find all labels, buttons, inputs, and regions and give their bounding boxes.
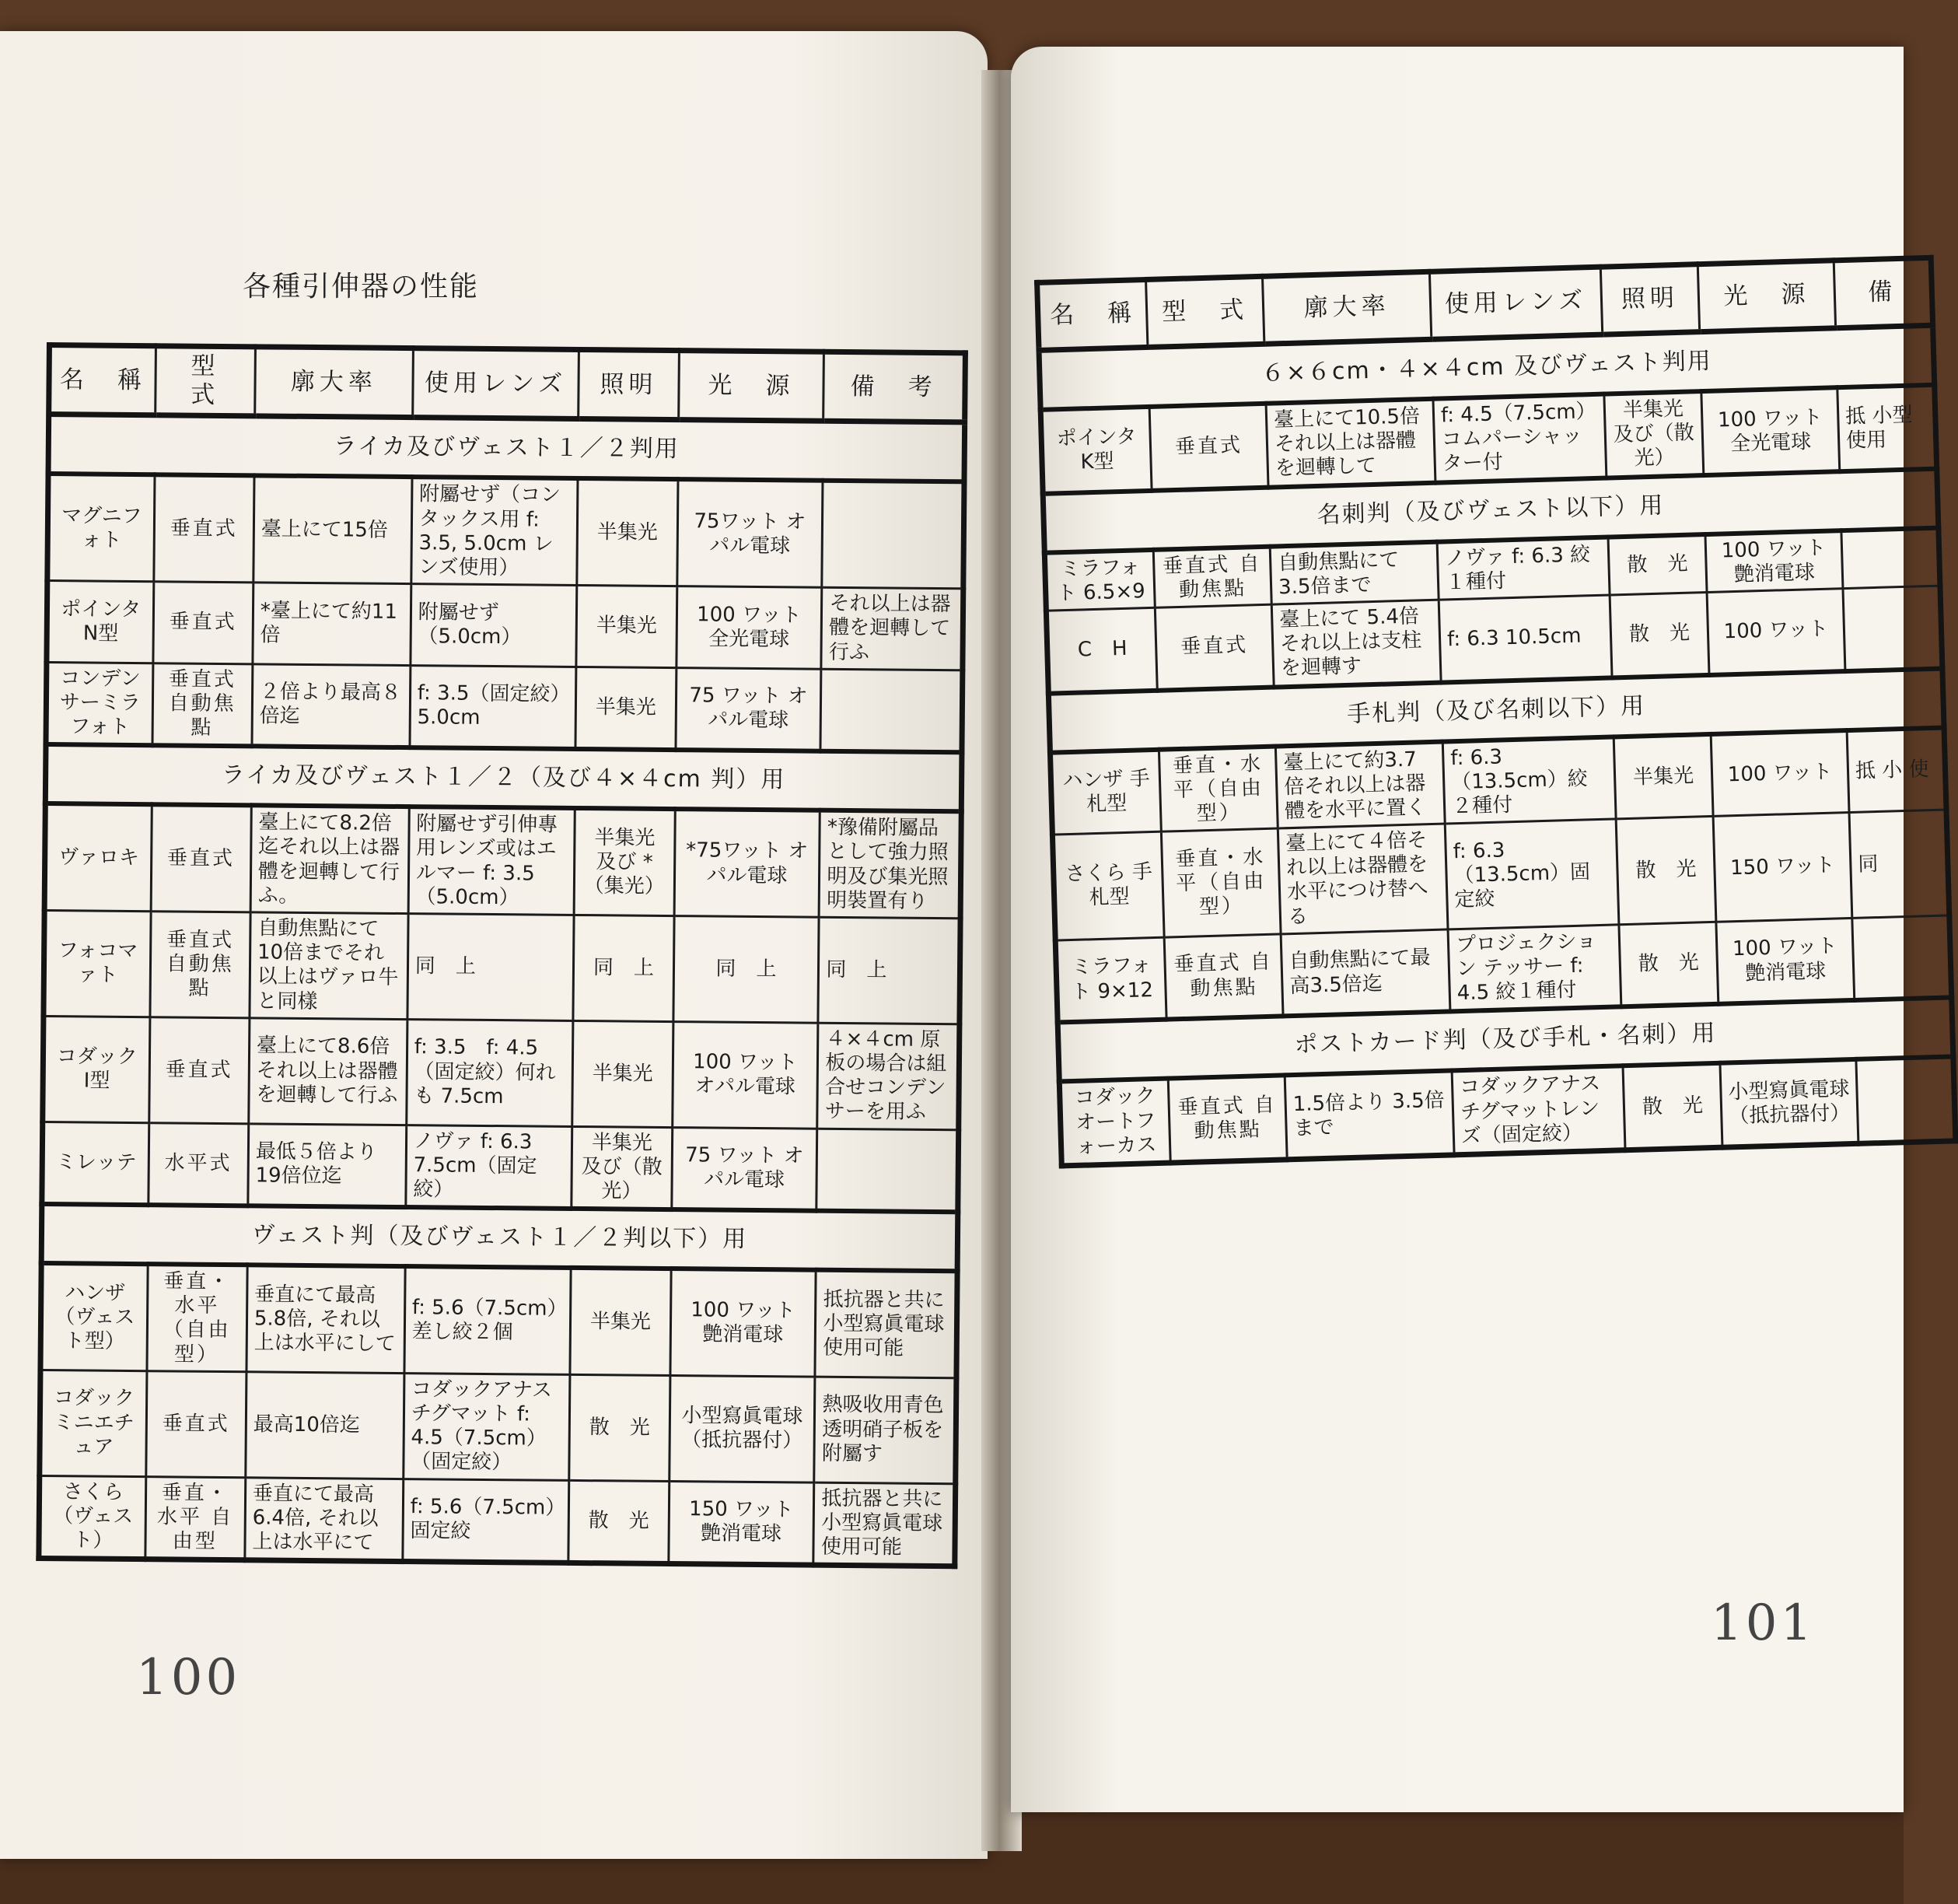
table-cell: 100 ワット 全光電球 bbox=[1701, 387, 1840, 474]
table-cell: 半集光 bbox=[575, 667, 676, 750]
table-cell: コダック ミニエチュア bbox=[40, 1370, 147, 1476]
table-row bbox=[39, 1475, 956, 1566]
table-cell: 半集光 bbox=[577, 478, 677, 586]
table-cell: 散 光 bbox=[569, 1374, 670, 1481]
table-cell: ポインタ N型 bbox=[47, 581, 154, 663]
page-title: 各種引伸器の性能 bbox=[243, 271, 480, 303]
section-row bbox=[48, 415, 965, 482]
table-cell: 臺上にて約3.7倍それ以上は器體を水平に置く bbox=[1275, 741, 1445, 828]
table-cell: ミレッテ bbox=[42, 1122, 149, 1205]
table-cell bbox=[1843, 586, 1942, 671]
table-cell: 垂直・水平（自由型） bbox=[1161, 828, 1281, 937]
table-cell: ノヴァ f: 6.3 7.5cm（固定絞） bbox=[406, 1125, 573, 1209]
table-cell: 垂直・水平（自由型） bbox=[1159, 746, 1278, 831]
column-header: 名 稱 bbox=[49, 345, 156, 416]
table-cell: さくら 手札型 bbox=[1052, 831, 1164, 940]
table-cell: 垂直式 bbox=[153, 582, 253, 664]
section-label: ６×６cm・４×４cm 及びヴェスト判用 bbox=[1039, 325, 1935, 410]
table-cell: 臺上にて10.5倍 それ以上は器體を迴轉して bbox=[1266, 399, 1435, 488]
table-cell: 半集光 及び（散光） bbox=[572, 1126, 672, 1209]
table-cell: 自動焦點にて10倍までそれ以上はヴァロ牛と同樣 bbox=[250, 912, 408, 1020]
table-cell: 臺上にて15倍 bbox=[253, 476, 412, 584]
table-cell: コダック Ⅰ型 bbox=[43, 1016, 150, 1122]
table-cell: ミラフォト 9×12 bbox=[1055, 937, 1166, 1023]
table-cell: 同 上 bbox=[407, 914, 575, 1021]
table-cell bbox=[822, 481, 964, 589]
table-cell: f: 5.6（7.5cm）固定絞 bbox=[403, 1479, 570, 1563]
table-cell: 垂直式 bbox=[149, 1017, 249, 1123]
table-cell: ミラフォト 6.5×9 bbox=[1044, 549, 1155, 611]
table-cell: 垂直式 bbox=[1149, 404, 1268, 491]
table-cell: コダックアナスチグマットレンズ（固定絞） bbox=[1452, 1066, 1625, 1155]
table-cell: 同 上 bbox=[673, 916, 819, 1023]
table-cell: コンデンサーミラフォト bbox=[46, 662, 153, 745]
table-cell: 半集光 bbox=[570, 1268, 670, 1375]
column-header: 照明 bbox=[579, 349, 679, 419]
table-cell: 附屬せず引伸專用レンズ或はエルマー f: 3.5（5.0cm） bbox=[408, 807, 575, 915]
table-cell: 100 ワット 艶消電球 bbox=[670, 1269, 816, 1377]
table-cell: 臺上にて8.6倍それ以上は器體を迴轉して行ふ bbox=[249, 1018, 407, 1125]
table-cell bbox=[816, 1129, 959, 1213]
section-label: ポストカード判（及び手札・名刺）用 bbox=[1058, 998, 1953, 1082]
page-number-left: 100 bbox=[136, 1649, 241, 1706]
table-cell: 垂直・水平 自由型 bbox=[145, 1476, 246, 1560]
section-label: 名刺判（及びヴェスト以下）用 bbox=[1043, 468, 1939, 552]
table-cell: コダックアナスチグマット f: 4.5（7.5cm）（固定絞） bbox=[404, 1373, 571, 1480]
table-cell: 自動焦點にて3.5倍まで bbox=[1270, 541, 1439, 604]
table-cell: 抵 小 使 bbox=[1847, 727, 1946, 813]
table-cell: ４×４cm 原板の場合は組合せコンデンサーを用ふ bbox=[817, 1023, 960, 1129]
table-cell: 100 ワット bbox=[1711, 730, 1849, 817]
section-label: ライカ及びヴェスト１／２（及び４×４cm 判）用 bbox=[45, 744, 962, 811]
table-cell bbox=[1856, 1057, 1956, 1144]
table-cell: 半集光 及び（散光） bbox=[1604, 391, 1704, 478]
table-cell: 100 ワット bbox=[1707, 589, 1845, 675]
table-cell: 散 光 bbox=[1616, 816, 1716, 924]
table-cell: 自動焦點にて最高3.5倍迄 bbox=[1281, 929, 1450, 1017]
table-cell: 臺上にて 5.4倍それ以上は支柱を迴轉す bbox=[1271, 600, 1441, 687]
table-cell: 75 ワット オパル電球 bbox=[675, 667, 821, 751]
column-header: 廓大率 bbox=[255, 347, 414, 418]
table-cell: 垂直式 自動焦點 bbox=[1168, 1076, 1287, 1163]
table-cell: ハンザ（ヴェスト型） bbox=[40, 1263, 148, 1370]
table-cell: 熱吸收用青色透明硝子板を附屬す bbox=[814, 1377, 956, 1483]
column-header: 備 考 bbox=[823, 352, 965, 422]
column-header: 使用レンズ bbox=[1429, 267, 1602, 339]
section-label: 手札判（及び名刺以下）用 bbox=[1048, 668, 1944, 752]
table-cell: *75ワット オパル電球 bbox=[674, 809, 820, 917]
column-header: 型 式 bbox=[155, 346, 255, 416]
table-cell: 附屬せず（5.0cm） bbox=[411, 584, 577, 667]
table-cell: 垂直式 bbox=[154, 475, 254, 583]
table-cell: 150 ワット 艶消電球 bbox=[668, 1481, 814, 1565]
table-cell: 100 ワット 艶消電球 bbox=[1716, 918, 1855, 1004]
table-cell: 垂直にて最高5.8倍, それ以上は水平にして bbox=[246, 1265, 405, 1373]
column-header: 備 bbox=[1834, 257, 1932, 327]
left-spec-table bbox=[36, 342, 968, 1569]
table-cell: ポインタ K型 bbox=[1040, 407, 1152, 493]
table-cell: マグニフォト bbox=[47, 474, 155, 581]
table-cell: f: 4.5（7.5cm）コムパーシャッター付 bbox=[1433, 394, 1607, 483]
column-header: 廓大率 bbox=[1262, 271, 1431, 344]
table-cell: それ以上は器體を迴轉して行ふ bbox=[821, 587, 963, 670]
table-cell: 半集光 bbox=[572, 1020, 673, 1127]
section-label: ライカ及びヴェスト１／２判用 bbox=[48, 415, 965, 482]
right-spec-table bbox=[1034, 255, 1958, 1169]
table-cell: 75ワット オパル電球 bbox=[677, 479, 823, 587]
table-row bbox=[46, 662, 963, 752]
table-cell: さくら（ヴェスト） bbox=[39, 1475, 146, 1559]
table-cell bbox=[1841, 527, 1940, 588]
header-row bbox=[49, 345, 966, 423]
table-cell: 100 ワット 全光電球 bbox=[676, 586, 822, 669]
table-cell: 1.5倍より 3.5倍まで bbox=[1285, 1071, 1454, 1160]
column-header: 名 稱 bbox=[1037, 279, 1148, 350]
table-row bbox=[40, 1263, 957, 1378]
table-row bbox=[44, 803, 961, 919]
table-cell: 垂直にて最高6.4倍, それ以上は水平にて bbox=[245, 1477, 404, 1561]
table-row bbox=[42, 1122, 959, 1212]
table-cell: 垂直式 自動焦點 bbox=[1164, 934, 1283, 1020]
table-cell: 散 光 bbox=[1623, 1063, 1722, 1150]
table-cell: f: 3.5（固定絞）5.0cm bbox=[410, 665, 577, 749]
table-cell: ハンザ 手札型 bbox=[1050, 749, 1161, 835]
table-cell: コダック オートフォーカス bbox=[1059, 1079, 1170, 1166]
table-cell: f: 6.3（13.5cm）絞２種付 bbox=[1442, 737, 1616, 824]
table-cell: f: 6.3（13.5cm）固定絞 bbox=[1445, 819, 1619, 929]
table-cell: 垂直式 bbox=[145, 1370, 246, 1477]
table-cell: 附屬せず（コンタックス用 f: 3.5, 5.0cm レンズ使用） bbox=[411, 477, 579, 585]
table-cell: 垂直式 自動焦點 bbox=[150, 912, 250, 1018]
table-cell: 垂直式 bbox=[1155, 604, 1274, 690]
table-cell bbox=[820, 669, 963, 753]
table-cell: 100 ワット オパル電球 bbox=[672, 1021, 818, 1128]
table-cell: 150 ワット bbox=[1713, 813, 1852, 922]
table-cell: 半集光 bbox=[1614, 733, 1713, 819]
table-cell: 散 光 bbox=[1619, 922, 1718, 1007]
table-cell: 同 bbox=[1849, 810, 1949, 918]
table-row bbox=[40, 1370, 956, 1483]
table-cell: *豫備附屬品として強力照明及び集光照明裝置有り bbox=[819, 810, 961, 919]
table-cell: ノヴァ f: 6.3 絞１種付 bbox=[1437, 537, 1610, 600]
table-row bbox=[44, 911, 960, 1024]
table-row bbox=[47, 474, 964, 589]
table-cell: 抵 小型 使用 bbox=[1837, 385, 1937, 471]
left-page bbox=[0, 31, 988, 1859]
right-page bbox=[1011, 47, 1929, 1812]
table-cell: 最低５倍より19倍位迄 bbox=[248, 1123, 407, 1207]
table-cell: 75 ワット オパル電球 bbox=[671, 1127, 817, 1211]
table-cell: C H bbox=[1046, 607, 1157, 693]
column-header: 光 源 bbox=[678, 351, 824, 422]
table-cell: 最高10倍迄 bbox=[246, 1372, 404, 1479]
column-header: 光 源 bbox=[1698, 261, 1835, 332]
table-cell: 半集光 bbox=[576, 586, 677, 668]
table-cell: *臺上にて約11倍 bbox=[253, 583, 411, 665]
table-cell: 100 ワット 艶消電球 bbox=[1705, 530, 1843, 593]
section-row bbox=[45, 744, 962, 811]
table-cell: フォコマァト bbox=[44, 911, 151, 1017]
table-cell: 臺上にて8.2倍迄それ以上は器體を迴轉して行ふ。 bbox=[250, 806, 409, 914]
table-cell: 抵抗器と共に小型寫眞電球使用可能 bbox=[815, 1270, 957, 1378]
table-cell: 小型寫眞電球（抵抗器付） bbox=[669, 1375, 815, 1482]
column-header: 使用レンズ bbox=[412, 348, 579, 419]
table-cell: 同 上 bbox=[818, 917, 960, 1024]
table-cell: 同 上 bbox=[573, 915, 673, 1021]
table-cell: 垂直式 自動焦點 bbox=[152, 663, 253, 746]
table-cell: 小型寫眞電球（抵抗器付） bbox=[1720, 1059, 1858, 1147]
table-cell: f: 5.6（7.5cm）差し絞２個 bbox=[404, 1266, 572, 1374]
table-cell: 垂直式 自動焦點 bbox=[1153, 546, 1271, 607]
table-cell: 垂直式 bbox=[151, 804, 251, 912]
table-cell: f: 6.3 10.5cm bbox=[1439, 595, 1612, 682]
table-cell: 抵抗器と共に小型寫眞電球使用可能 bbox=[813, 1482, 956, 1566]
table-cell: 散 光 bbox=[568, 1480, 669, 1564]
table-cell: 半集光 及び *（集光） bbox=[574, 808, 674, 915]
page-number-right: 101 bbox=[1711, 1594, 1816, 1652]
section-label: ヴェスト判（及びヴェスト１／２判以下）用 bbox=[41, 1204, 958, 1271]
table-cell: f: 3.5 f: 4.5（固定絞）何れも 7.5cm bbox=[407, 1019, 574, 1126]
table-cell: 垂直・水平（自由型） bbox=[147, 1264, 247, 1371]
table-cell: プロジェクション テッサー f: 4.5 絞１種付 bbox=[1448, 925, 1621, 1012]
table-cell bbox=[1852, 915, 1952, 1001]
table-row bbox=[47, 581, 963, 670]
column-header: 照明 bbox=[1600, 264, 1699, 334]
column-header: 型 式 bbox=[1146, 276, 1264, 347]
table-cell: ２倍より最高８倍迄 bbox=[252, 664, 411, 748]
table-cell: ヴァロキ bbox=[44, 803, 152, 911]
table-cell: 水平式 bbox=[149, 1122, 249, 1206]
section-row bbox=[41, 1204, 958, 1271]
table-cell: 臺上にて４倍それ以上は器體を水平につけ替へる bbox=[1278, 824, 1448, 934]
table-cell: 散 光 bbox=[1610, 592, 1709, 677]
table-row bbox=[43, 1016, 960, 1129]
table-cell: 散 光 bbox=[1608, 534, 1707, 595]
